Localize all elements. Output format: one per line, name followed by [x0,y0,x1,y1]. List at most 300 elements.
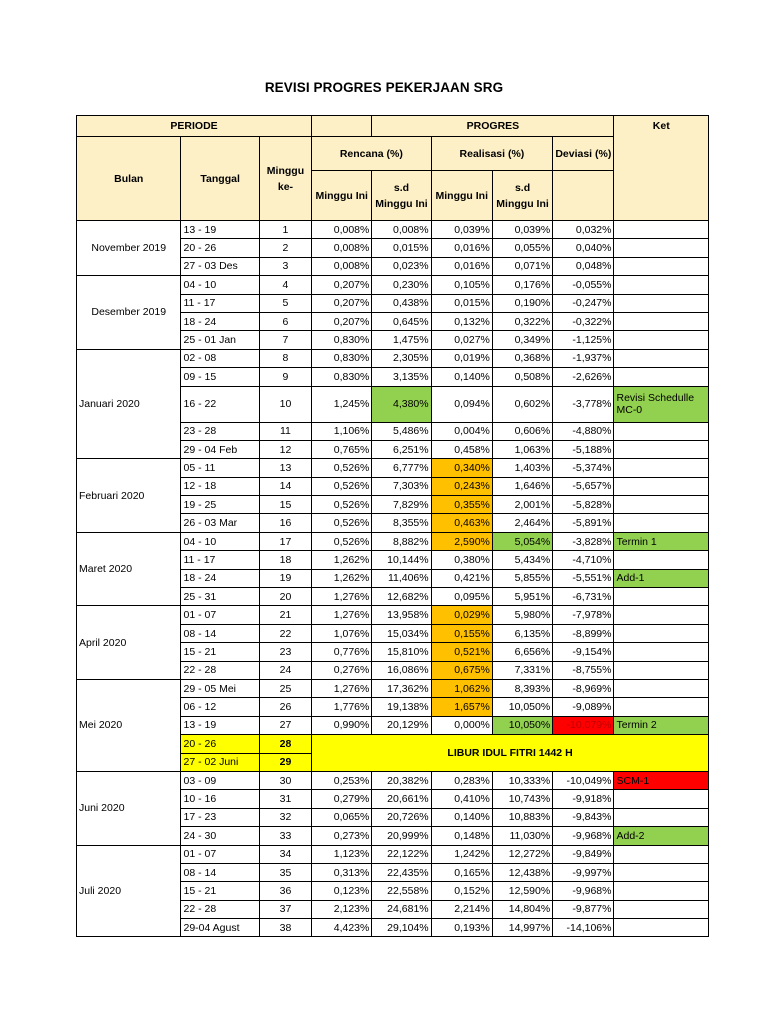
deviasi-cell: 0,032% [553,221,614,239]
rencana-sd-minggu-ini-cell: 4,380% [372,386,431,422]
deviasi-cell: 0,040% [553,239,614,257]
header-realisasi-sd-minggu-ini: s.d Minggu Ini [492,171,552,221]
realisasi-minggu-ini-cell: 0,458% [431,440,492,458]
ket-cell [614,624,709,642]
realisasi-minggu-ini-cell: 0,016% [431,257,492,275]
week-number-cell: 18 [259,551,311,569]
week-number-cell: 20 [259,588,311,606]
realisasi-sd-minggu-ini-cell: 0,176% [492,276,552,294]
realisasi-minggu-ini-cell: 0,421% [431,569,492,587]
rencana-minggu-ini-cell: 0,008% [312,239,372,257]
realisasi-minggu-ini-cell: 1,062% [431,679,492,697]
header-tanggal: Tanggal [181,137,259,221]
realisasi-sd-minggu-ini-cell: 10,050% [492,698,552,716]
deviasi-cell: -3,828% [553,532,614,550]
rencana-minggu-ini-cell: 0,526% [312,532,372,550]
realisasi-sd-minggu-ini-cell: 5,980% [492,606,552,624]
rencana-minggu-ini-cell: 0,526% [312,477,372,495]
realisasi-minggu-ini-cell: 0,019% [431,349,492,367]
rencana-minggu-ini-cell: 0,207% [312,276,372,294]
realisasi-sd-minggu-ini-cell: 2,001% [492,496,552,514]
header-minggu-ke: Minggu ke- [259,137,311,221]
month-cell: April 2020 [77,606,181,680]
week-number-cell: 17 [259,532,311,550]
table-body [77,221,709,937]
table-row [77,771,709,789]
realisasi-sd-minggu-ini-cell: 6,656% [492,643,552,661]
deviasi-cell: -4,880% [553,422,614,440]
rencana-sd-minggu-ini-cell: 22,435% [372,863,431,881]
date-range-cell: 15 - 21 [181,882,259,900]
realisasi-minggu-ini-cell: 0,094% [431,386,492,422]
ket-cell [614,496,709,514]
week-number-cell: 33 [259,827,311,845]
table-row [77,459,709,477]
month-cell: Maret 2020 [77,532,181,606]
realisasi-minggu-ini-cell: 0,243% [431,477,492,495]
rencana-sd-minggu-ini-cell: 12,682% [372,588,431,606]
rencana-minggu-ini-cell: 4,423% [312,919,372,937]
ket-cell: Revisi Schedulle MC-0 [614,386,709,422]
realisasi-sd-minggu-ini-cell: 5,855% [492,569,552,587]
ket-cell [614,331,709,349]
week-number-cell: 12 [259,440,311,458]
week-number-cell: 30 [259,771,311,789]
deviasi-cell: -7,978% [553,606,614,624]
rencana-minggu-ini-cell: 1,276% [312,679,372,697]
deviasi-cell: -2,626% [553,368,614,386]
month-cell: Juni 2020 [77,771,181,845]
rencana-minggu-ini-cell: 0,207% [312,294,372,312]
ket-cell [614,459,709,477]
realisasi-minggu-ini-cell: 0,355% [431,496,492,514]
deviasi-cell: -9,154% [553,643,614,661]
week-number-cell: 5 [259,294,311,312]
date-range-cell: 25 - 31 [181,588,259,606]
rencana-sd-minggu-ini-cell: 20,726% [372,808,431,826]
rencana-sd-minggu-ini-cell: 22,558% [372,882,431,900]
week-number-cell: 23 [259,643,311,661]
rencana-sd-minggu-ini-cell: 0,438% [372,294,431,312]
realisasi-sd-minggu-ini-cell: 0,349% [492,331,552,349]
realisasi-minggu-ini-cell: 0,029% [431,606,492,624]
rencana-minggu-ini-cell: 1,276% [312,588,372,606]
ket-cell [614,422,709,440]
realisasi-minggu-ini-cell: 0,521% [431,643,492,661]
realisasi-sd-minggu-ini-cell: 7,331% [492,661,552,679]
date-range-cell: 16 - 22 [181,386,259,422]
week-number-cell: 16 [259,514,311,532]
rencana-sd-minggu-ini-cell: 10,144% [372,551,431,569]
week-number-cell: 3 [259,257,311,275]
header-progres: PROGRES [372,116,614,137]
rencana-minggu-ini-cell: 1,245% [312,386,372,422]
realisasi-sd-minggu-ini-cell: 14,804% [492,900,552,918]
rencana-minggu-ini-cell: 0,526% [312,459,372,477]
rencana-sd-minggu-ini-cell: 7,303% [372,477,431,495]
header-periode: PERIODE [77,116,312,137]
deviasi-cell: -0,322% [553,312,614,330]
ket-cell [614,221,709,239]
realisasi-sd-minggu-ini-cell: 6,135% [492,624,552,642]
realisasi-sd-minggu-ini-cell: 0,039% [492,221,552,239]
deviasi-cell: -8,969% [553,679,614,697]
ket-cell [614,790,709,808]
date-range-cell: 19 - 25 [181,496,259,514]
deviasi-cell: -5,551% [553,569,614,587]
realisasi-sd-minggu-ini-cell: 5,951% [492,588,552,606]
ket-cell [614,368,709,386]
date-range-cell: 04 - 10 [181,532,259,550]
rencana-sd-minggu-ini-cell: 8,355% [372,514,431,532]
month-cell: Januari 2020 [77,349,181,459]
rencana-minggu-ini-cell: 0,765% [312,440,372,458]
rencana-minggu-ini-cell: 0,313% [312,863,372,881]
rencana-sd-minggu-ini-cell: 22,122% [372,845,431,863]
ket-cell [614,514,709,532]
header-ket: Ket [614,116,709,221]
holiday-banner: LIBUR IDUL FITRI 1442 H [312,735,709,772]
rencana-sd-minggu-ini-cell: 24,681% [372,900,431,918]
rencana-minggu-ini-cell: 1,106% [312,422,372,440]
realisasi-minggu-ini-cell: 0,039% [431,221,492,239]
rencana-minggu-ini-cell: 1,776% [312,698,372,716]
realisasi-sd-minggu-ini-cell: 12,272% [492,845,552,863]
realisasi-sd-minggu-ini-cell: 5,054% [492,532,552,550]
ket-cell [614,900,709,918]
realisasi-sd-minggu-ini-cell: 0,508% [492,368,552,386]
realisasi-sd-minggu-ini-cell: 1,063% [492,440,552,458]
realisasi-sd-minggu-ini-cell: 0,322% [492,312,552,330]
rencana-minggu-ini-cell: 0,207% [312,312,372,330]
header-deviasi-blank [553,171,614,221]
deviasi-cell: -5,828% [553,496,614,514]
rencana-minggu-ini-cell: 0,776% [312,643,372,661]
rencana-sd-minggu-ini-cell: 7,829% [372,496,431,514]
date-range-cell: 22 - 28 [181,900,259,918]
date-range-cell: 27 - 03 Des [181,257,259,275]
realisasi-minggu-ini-cell: 0,140% [431,808,492,826]
realisasi-sd-minggu-ini-cell: 1,403% [492,459,552,477]
date-range-cell: 23 - 28 [181,422,259,440]
rencana-minggu-ini-cell: 0,279% [312,790,372,808]
deviasi-cell: -14,106% [553,919,614,937]
rencana-sd-minggu-ini-cell: 19,138% [372,698,431,716]
ket-cell [614,863,709,881]
realisasi-minggu-ini-cell: 0,340% [431,459,492,477]
realisasi-minggu-ini-cell: 0,148% [431,827,492,845]
rencana-minggu-ini-cell: 0,526% [312,496,372,514]
realisasi-sd-minggu-ini-cell: 2,464% [492,514,552,532]
realisasi-minggu-ini-cell: 0,283% [431,771,492,789]
rencana-minggu-ini-cell: 0,526% [312,514,372,532]
deviasi-cell: -0,055% [553,276,614,294]
realisasi-minggu-ini-cell: 0,165% [431,863,492,881]
week-number-cell: 36 [259,882,311,900]
rencana-sd-minggu-ini-cell: 13,958% [372,606,431,624]
realisasi-minggu-ini-cell: 0,155% [431,624,492,642]
date-range-cell: 29-04 Agust [181,919,259,937]
realisasi-minggu-ini-cell: 0,132% [431,312,492,330]
ket-cell [614,477,709,495]
deviasi-cell: -9,997% [553,863,614,881]
month-cell: Desember 2019 [77,276,181,350]
deviasi-cell: -0,247% [553,294,614,312]
deviasi-cell: -5,188% [553,440,614,458]
ket-cell: Add-1 [614,569,709,587]
rencana-minggu-ini-cell: 0,065% [312,808,372,826]
ket-cell [614,643,709,661]
deviasi-cell: -9,843% [553,808,614,826]
rencana-sd-minggu-ini-cell: 6,251% [372,440,431,458]
deviasi-cell: -9,849% [553,845,614,863]
table-row [77,532,709,550]
date-range-cell: 05 - 11 [181,459,259,477]
week-number-cell: 11 [259,422,311,440]
week-number-cell: 4 [259,276,311,294]
deviasi-cell: -4,710% [553,551,614,569]
week-number-cell: 25 [259,679,311,697]
realisasi-minggu-ini-cell: 0,027% [431,331,492,349]
deviasi-cell: -9,089% [553,698,614,716]
rencana-minggu-ini-cell: 2,123% [312,900,372,918]
rencana-sd-minggu-ini-cell: 16,086% [372,661,431,679]
date-range-cell: 11 - 17 [181,294,259,312]
date-range-cell: 18 - 24 [181,312,259,330]
date-range-cell: 04 - 10 [181,276,259,294]
realisasi-sd-minggu-ini-cell: 5,434% [492,551,552,569]
ket-cell [614,294,709,312]
realisasi-minggu-ini-cell: 0,004% [431,422,492,440]
realisasi-minggu-ini-cell: 2,590% [431,532,492,550]
rencana-sd-minggu-ini-cell: 17,362% [372,679,431,697]
ket-cell: Termin 1 [614,532,709,550]
date-range-cell: 27 - 02 Juni [181,753,259,771]
realisasi-sd-minggu-ini-cell: 14,997% [492,919,552,937]
date-range-cell: 17 - 23 [181,808,259,826]
ket-cell [614,588,709,606]
week-number-cell: 29 [259,753,311,771]
realisasi-minggu-ini-cell: 0,140% [431,368,492,386]
rencana-minggu-ini-cell: 0,990% [312,716,372,734]
deviasi-cell: -1,937% [553,349,614,367]
rencana-sd-minggu-ini-cell: 20,999% [372,827,431,845]
header-realisasi: Realisasi (%) [431,137,553,171]
realisasi-minggu-ini-cell: 0,410% [431,790,492,808]
rencana-minggu-ini-cell: 1,076% [312,624,372,642]
table-row [77,276,709,294]
ket-cell [614,349,709,367]
date-range-cell: 10 - 16 [181,790,259,808]
rencana-minggu-ini-cell: 0,273% [312,827,372,845]
date-range-cell: 13 - 19 [181,716,259,734]
ket-cell [614,606,709,624]
rencana-sd-minggu-ini-cell: 20,129% [372,716,431,734]
rencana-sd-minggu-ini-cell: 0,015% [372,239,431,257]
week-number-cell: 15 [259,496,311,514]
month-cell: Juli 2020 [77,845,181,937]
realisasi-sd-minggu-ini-cell: 10,050% [492,716,552,734]
realisasi-sd-minggu-ini-cell: 0,071% [492,257,552,275]
ket-cell [614,257,709,275]
header-realisasi-minggu-ini: Minggu Ini [431,171,492,221]
deviasi-cell: -3,778% [553,386,614,422]
realisasi-sd-minggu-ini-cell: 12,438% [492,863,552,881]
date-range-cell: 06 - 12 [181,698,259,716]
week-number-cell: 38 [259,919,311,937]
rencana-minggu-ini-cell: 1,262% [312,551,372,569]
realisasi-sd-minggu-ini-cell: 10,333% [492,771,552,789]
realisasi-sd-minggu-ini-cell: 0,055% [492,239,552,257]
realisasi-sd-minggu-ini-cell: 0,606% [492,422,552,440]
ket-cell: SCM-1 [614,771,709,789]
date-range-cell: 18 - 24 [181,569,259,587]
rencana-sd-minggu-ini-cell: 0,023% [372,257,431,275]
rencana-sd-minggu-ini-cell: 11,406% [372,569,431,587]
ket-cell: Termin 2 [614,716,709,734]
deviasi-cell: 0,048% [553,257,614,275]
realisasi-minggu-ini-cell: 0,152% [431,882,492,900]
date-range-cell: 26 - 03 Mar [181,514,259,532]
ket-cell [614,312,709,330]
week-number-cell: 27 [259,716,311,734]
week-number-cell: 19 [259,569,311,587]
month-cell: Mei 2020 [77,679,181,771]
rencana-sd-minggu-ini-cell: 20,661% [372,790,431,808]
week-number-cell: 10 [259,386,311,422]
rencana-sd-minggu-ini-cell: 1,475% [372,331,431,349]
deviasi-cell: -8,755% [553,661,614,679]
week-number-cell: 35 [259,863,311,881]
ket-cell [614,276,709,294]
realisasi-sd-minggu-ini-cell: 0,190% [492,294,552,312]
ket-cell [614,551,709,569]
realisasi-minggu-ini-cell: 0,193% [431,919,492,937]
realisasi-minggu-ini-cell: 0,015% [431,294,492,312]
rencana-sd-minggu-ini-cell: 8,882% [372,532,431,550]
table-row [77,679,709,697]
week-number-cell: 34 [259,845,311,863]
rencana-minggu-ini-cell: 0,123% [312,882,372,900]
week-number-cell: 1 [259,221,311,239]
realisasi-minggu-ini-cell: 0,675% [431,661,492,679]
week-number-cell: 26 [259,698,311,716]
month-cell: November 2019 [77,221,181,276]
deviasi-cell: -5,891% [553,514,614,532]
rencana-sd-minggu-ini-cell: 5,486% [372,422,431,440]
ket-cell [614,239,709,257]
week-number-cell: 24 [259,661,311,679]
rencana-sd-minggu-ini-cell: 3,135% [372,368,431,386]
header-rencana: Rencana (%) [312,137,432,171]
rencana-minggu-ini-cell: 0,008% [312,257,372,275]
table-row [77,221,709,239]
week-number-cell: 2 [259,239,311,257]
date-range-cell: 15 - 21 [181,643,259,661]
deviasi-cell: -9,877% [553,900,614,918]
ket-cell [614,698,709,716]
rencana-minggu-ini-cell: 0,830% [312,368,372,386]
realisasi-minggu-ini-cell: 0,380% [431,551,492,569]
ket-cell [614,808,709,826]
header-rencana-sd-minggu-ini: s.d Minggu Ini [372,171,431,221]
realisasi-minggu-ini-cell: 0,463% [431,514,492,532]
realisasi-sd-minggu-ini-cell: 0,368% [492,349,552,367]
header-deviasi: Deviasi (%) [553,137,614,171]
date-range-cell: 25 - 01 Jan [181,331,259,349]
deviasi-cell: -10,049% [553,771,614,789]
date-range-cell: 13 - 19 [181,221,259,239]
header-bulan: Bulan [77,137,181,221]
deviasi-cell: -8,899% [553,624,614,642]
rencana-sd-minggu-ini-cell: 0,645% [372,312,431,330]
rencana-minggu-ini-cell: 0,253% [312,771,372,789]
realisasi-sd-minggu-ini-cell: 10,883% [492,808,552,826]
rencana-minggu-ini-cell: 0,830% [312,349,372,367]
date-range-cell: 01 - 07 [181,606,259,624]
header-blank [312,116,372,137]
week-number-cell: 28 [259,735,311,753]
date-range-cell: 08 - 14 [181,863,259,881]
date-range-cell: 22 - 28 [181,661,259,679]
realisasi-minggu-ini-cell: 1,657% [431,698,492,716]
week-number-cell: 14 [259,477,311,495]
realisasi-minggu-ini-cell: 1,242% [431,845,492,863]
rencana-sd-minggu-ini-cell: 15,810% [372,643,431,661]
deviasi-cell: -9,918% [553,790,614,808]
header-rencana-minggu-ini: Minggu Ini [312,171,372,221]
ket-cell [614,919,709,937]
rencana-minggu-ini-cell: 0,008% [312,221,372,239]
rencana-sd-minggu-ini-cell: 0,008% [372,221,431,239]
deviasi-cell: -1,125% [553,331,614,349]
ket-cell [614,845,709,863]
realisasi-minggu-ini-cell: 2,214% [431,900,492,918]
table-row [77,845,709,863]
deviasi-cell: -5,374% [553,459,614,477]
deviasi-cell: -10,079% [553,716,614,734]
realisasi-minggu-ini-cell: 0,095% [431,588,492,606]
realisasi-sd-minggu-ini-cell: 10,743% [492,790,552,808]
realisasi-sd-minggu-ini-cell: 1,646% [492,477,552,495]
date-range-cell: 08 - 14 [181,624,259,642]
date-range-cell: 11 - 17 [181,551,259,569]
ket-cell: Add-2 [614,827,709,845]
week-number-cell: 13 [259,459,311,477]
date-range-cell: 01 - 07 [181,845,259,863]
deviasi-cell: -5,657% [553,477,614,495]
rencana-minggu-ini-cell: 1,262% [312,569,372,587]
date-range-cell: 29 - 04 Feb [181,440,259,458]
rencana-sd-minggu-ini-cell: 2,305% [372,349,431,367]
realisasi-minggu-ini-cell: 0,105% [431,276,492,294]
week-number-cell: 32 [259,808,311,826]
rencana-minggu-ini-cell: 1,123% [312,845,372,863]
week-number-cell: 31 [259,790,311,808]
ket-cell [614,679,709,697]
ket-cell [614,661,709,679]
table-row [77,349,709,367]
date-range-cell: 12 - 18 [181,477,259,495]
page-title: REVISI PROGRES PEKERJAAN SRG [264,80,504,95]
rencana-minggu-ini-cell: 0,830% [312,331,372,349]
realisasi-sd-minggu-ini-cell: 0,602% [492,386,552,422]
week-number-cell: 7 [259,331,311,349]
realisasi-minggu-ini-cell: 0,016% [431,239,492,257]
week-number-cell: 37 [259,900,311,918]
deviasi-cell: -9,968% [553,827,614,845]
week-number-cell: 9 [259,368,311,386]
